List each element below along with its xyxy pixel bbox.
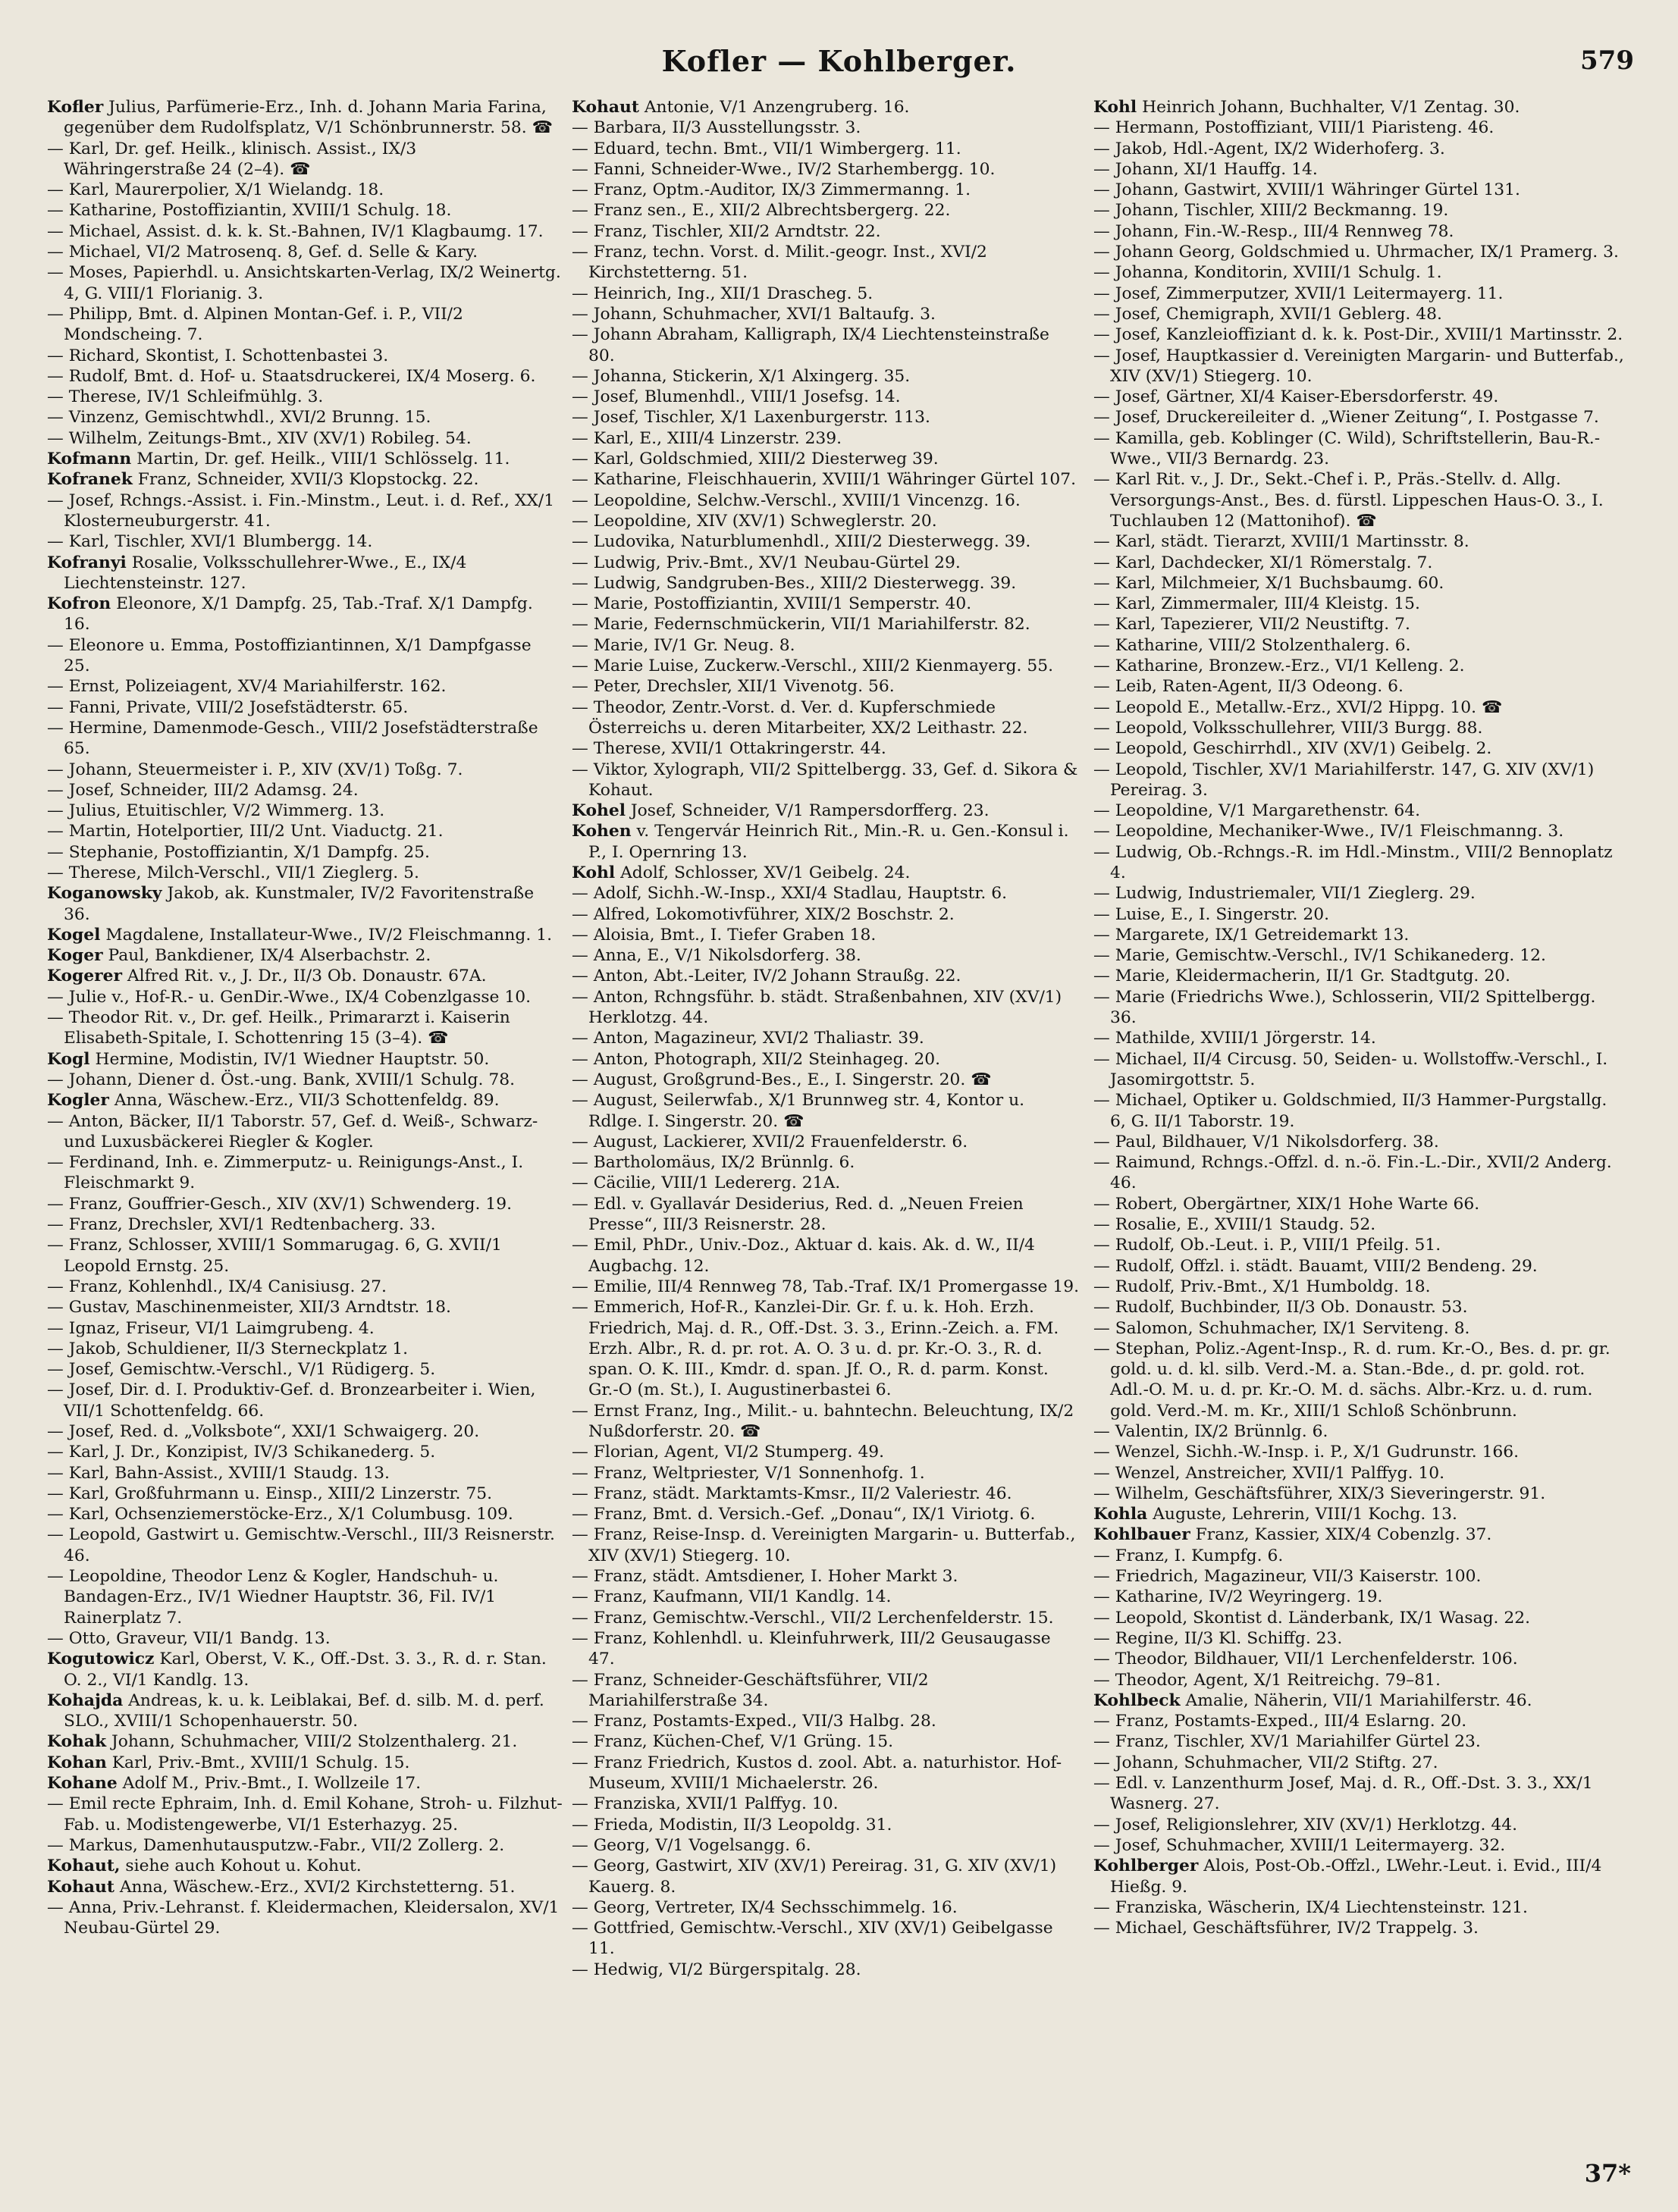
directory-entry: Koger Paul, Bankdiener, IX/4 Alserbachstr. 2. (47, 946, 431, 966)
directory-entry: — Julie v., Hof-R.- u. GenDir.-Wwe., IX/4 Cobenzlgasse 10. (47, 987, 531, 1007)
directory-entry: — Rosalie, E., XVIII/1 Staudg. 52. (1093, 1215, 1376, 1235)
directory-entry: — Michael, Assist. d. k. k. St.-Bahnen, IV/1 Klagbaumg. 17. (47, 221, 544, 241)
directory-entry: — Karl, Maurerpolier, X/1 Wielandg. 18. (47, 180, 384, 200)
directory-entry: Kohl Adolf, Schlosser, XV/1 Geibelg. 24. (572, 863, 911, 882)
directory-entry: — Katharine, Fleischhauerin, XVIII/1 Währinger Gürtel 107. (572, 470, 1076, 490)
directory-entry: Kohajda Andreas, k. u. k. Leiblakai, Bef. d. silb. M. d. perf. SLO., XVIII/1 Schopenhauerstr. 50. (47, 1690, 544, 1731)
directory-entry: — Katharine, Bronzew.-Erz., VI/1 Kelleng. 2. (1093, 656, 1465, 676)
directory-entry: — Leopoldine, Selchw.-Verschl., XVIII/1 Vincenzg. 16. (572, 490, 1021, 510)
directory-entry: — Anton, Bäcker, II/1 Taborstr. 57, Gef. d. Weiß-, Schwarz- und Luxusbäckerei Riegler & Kogler. (47, 1111, 538, 1151)
directory-entry: — Karl, Ochsenziemerstöcke-Erz., X/1 Columbusg. 109. (47, 1505, 513, 1524)
directory-entry: — Franz sen., E., XII/2 Albrechtsbergerg. 22. (572, 201, 951, 221)
directory-entry: — Cäcilie, VIII/1 Ledererg. 21A. (572, 1173, 841, 1193)
directory-entry: — Josef, Schuhmacher, XVIII/1 Leitermayerg. 32. (1093, 1835, 1506, 1855)
directory-entry: — Marie (Friedrichs Wwe.), Schlosserin, VII/2 Spittelbergg. 36. (1093, 987, 1596, 1028)
directory-entry: — Rudolf, Priv.-Bmt., X/1 Humboldg. 18. (1093, 1277, 1431, 1296)
directory-entry: — Ludwig, Industriemaler, VII/1 Zieglerg. 29. (1093, 884, 1476, 904)
directory-entry: — Robert, Obergärtner, XIX/1 Hohe Warte 66. (1093, 1194, 1480, 1214)
directory-entry: — Karl, städt. Tierarzt, XVIII/1 Martinsstr. 8. (1093, 532, 1469, 552)
directory-entry: — Moses, Papierhdl. u. Ansichtskarten-Verlag, IX/2 Weinertg. 4, G. VIII/1 Florianig. 3. (47, 263, 561, 303)
directory-entry: — Gottfried, Gemischtw.-Verschl., XIV (XV/1) Geibelgasse 11. (572, 1919, 1053, 1959)
directory-entry: Kofron Eleonore, X/1 Dampfg. 25, Tab.-Traf. X/1 Dampfg. 16. (47, 594, 533, 634)
directory-entry: — Michael, II/4 Circusg. 50, Seiden- u. Wollstoffw.-Verschl., I. Jasomirgottstr. 5. (1093, 1049, 1608, 1089)
directory-entry: — Karl, Tapezierer, VII/2 Neustiftg. 7. (1093, 615, 1410, 634)
directory-entry: Kofranyi Rosalie, Volksschullehrer-Wwe., E., IX/4 Liechtensteinstr. 127. (47, 553, 467, 593)
directory-entry: — Marie, Gemischtw.-Verschl., IV/1 Schikanederg. 12. (1093, 946, 1546, 966)
directory-entry: Kofmann Martin, Dr. gef. Heilk., VIII/1 Schlösselg. 11. (47, 450, 510, 469)
directory-entry: — Johann Georg, Goldschmied u. Uhrmacher, IX/1 Pramerg. 3. (1093, 243, 1619, 262)
directory-entry: Kohan Karl, Priv.-Bmt., XVIII/1 Schulg. 15. (47, 1753, 410, 1772)
directory-entry: — Jakob, Hdl.-Agent, IX/2 Widerhoferg. 3. (1093, 139, 1445, 158)
directory-entry: — Michael, VI/2 Matrosenq. 8, Gef. d. Selle & Kary. (47, 243, 478, 262)
directory-entry: — Josef, Religionslehrer, XIV (XV/1) Herklotzg. 44. (1093, 1815, 1518, 1834)
directory-entry: — Raimund, Rchngs.-Offzl. d. n.-ö. Fin.-L.-Dir., XVII/2 Anderg. 46. (1093, 1153, 1612, 1193)
directory-entry: — Leopoldine, Mechaniker-Wwe., IV/1 Fleischmanng. 3. (1093, 822, 1564, 841)
directory-entry: — Josef, Zimmerputzer, XVII/1 Leitermayerg. 11. (1093, 284, 1504, 303)
directory-entry: — Katharine, VIII/2 Stolzenthalerg. 6. (1093, 635, 1411, 655)
directory-entry: — Therese, XVII/1 Ottakringerstr. 44. (572, 739, 886, 759)
directory-entry: — Johanna, Stickerin, X/1 Alxingerg. 35. (572, 366, 911, 386)
directory-entry: — Emil, PhDr., Univ.-Doz., Aktuar d. kais. Ak. d. W., II/4 Augbachg. 12. (572, 1236, 1035, 1276)
directory-entry: — Franz, Tischler, XV/1 Mariahilfer Gürtel 23. (1093, 1732, 1481, 1752)
directory-entry: — Franz, Optm.-Auditor, IX/3 Zimmermanng. 1. (572, 180, 971, 200)
directory-entry: Kohlbeck Amalie, Näherin, VII/1 Mariahilferstr. 46. (1093, 1690, 1532, 1710)
directory-entry: — Ernst, Polizeiagent, XV/4 Mariahilferstr. 162. (47, 677, 447, 697)
directory-entry: — Franziska, XVII/1 Palffyg. 10. (572, 1794, 839, 1814)
directory-entry: — Hedwig, VI/2 Bürgerspitalg. 28. (572, 1960, 861, 1979)
directory-entry: — Eduard, techn. Bmt., VII/1 Wimbergerg. 11. (572, 139, 961, 158)
directory-entry: — Regine, II/3 Kl. Schiffg. 23. (1093, 1628, 1343, 1648)
directory-entry: — Margarete, IX/1 Getreidemarkt 13. (1093, 925, 1410, 945)
directory-entry: Kohel Josef, Schneider, V/1 Rampersdorfferg. 23. (572, 801, 990, 821)
directory-entry: — Franz, Küchen-Chef, V/1 Grüng. 15. (572, 1732, 894, 1752)
directory-entry: — Ferdinand, Inh. e. Zimmerputz- u. Reinigungs-Anst., I. Fleischmarkt 9. (47, 1153, 524, 1193)
directory-entry: — Franz, städt. Amtsdiener, I. Hoher Markt 3. (572, 1567, 958, 1587)
directory-entry: — Eleonore u. Emma, Postoffiziantinnen, X/1 Dampfgasse 25. (47, 635, 532, 676)
directory-entry: — Ernst Franz, Ing., Milit.- u. bahntechn. Beleuchtung, IX/2 Nußdorferstr. 20. ☎ (572, 1401, 1074, 1441)
directory-entry: — Ignaz, Friseur, VI/1 Laimgrubeng. 4. (47, 1318, 375, 1338)
directory-entry: — Theodor, Agent, X/1 Reitreichg. 79–81. (1093, 1670, 1441, 1690)
directory-entry: — Franz, Bmt. d. Versich.-Gef. „Donau“, IX/1 Viriotg. 6. (572, 1505, 1036, 1524)
directory-entry: Kofler Julius, Parfümerie-Erz., Inh. d. Johann Maria Farina, gegenüber dem Rudolfsplatz, V/1 Schönbrunnerstr. 58. ☎ (47, 98, 553, 138)
directory-entry: — Josef, Gärtner, XI/4 Kaiser-Ebersdorferstr. 49. (1093, 387, 1499, 407)
directory-entry: — Georg, Gastwirt, XIV (XV/1) Pereirag. 31, G. XIV (XV/1) Kauerg. 8. (572, 1856, 1057, 1897)
directory-entry: — Markus, Damenhutausputzw.-Fabr., VII/2 Zollerg. 2. (47, 1835, 505, 1855)
directory-entry: — Karl, J. Dr., Konzipist, IV/3 Schikanederg. 5. (47, 1443, 436, 1462)
directory-entry: — Anna, E., V/1 Nikolsdorferg. 38. (572, 946, 861, 966)
directory-entry: Kofranek Franz, Schneider, XVII/3 Klopstockg. 22. (47, 470, 479, 490)
running-title: Kofler — Kohlberger. (661, 44, 1017, 78)
column-3 (1093, 97, 1624, 2167)
directory-entry: — Josef, Rchngs.-Assist. i. Fin.-Minstm., Leut. i. d. Ref., XX/1 Klosterneuburgerstr. 41. (47, 490, 555, 531)
directory-entry: — Georg, V/1 Vogelsangg. 6. (572, 1835, 811, 1855)
directory-entry: — Rudolf, Offzl. i. städt. Bauamt, VIII/2 Bendeng. 29. (1093, 1256, 1538, 1276)
directory-entry: — Marie, Kleidermacherin, II/1 Gr. Stadtgutg. 20. (1093, 967, 1510, 986)
directory-entry: Kohlbauer Franz, Kassier, XIX/4 Cobenzlg. 37. (1093, 1525, 1492, 1545)
directory-entry: — Peter, Drechsler, XII/1 Vivenotg. 56. (572, 677, 895, 697)
directory-entry: Kohla Auguste, Lehrerin, VIII/1 Kochg. 13. (1093, 1505, 1457, 1524)
directory-entry: — Anton, Rchngsführ. b. städt. Straßenbahnen, XIV (XV/1) Herklotzg. 44. (572, 987, 1062, 1028)
directory-entry: — Wilhelm, Geschäftsführer, XIX/3 Sieveringerstr. 91. (1093, 1484, 1546, 1503)
directory-entry: — Heinrich, Ing., XII/1 Drascheg. 5. (572, 284, 874, 303)
directory-entry: — Ludwig, Ob.-Rchngs.-R. im Hdl.-Minstm., VIII/2 Bennoplatz 4. (1093, 842, 1613, 882)
directory-entry: — Franz, Gouffrier-Gesch., XIV (XV/1) Schwenderg. 19. (47, 1194, 513, 1214)
directory-entry: — Leopold, Skontist d. Länderbank, IX/1 Wasag. 22. (1093, 1608, 1531, 1628)
directory-entry: — Mathilde, XVIII/1 Jörgerstr. 14. (1093, 1029, 1376, 1048)
directory-entry: — Josef, Dir. d. I. Produktiv-Gef. d. Bronzearbeiter i. Wien, VII/1 Schottenfeldg. 66. (47, 1380, 536, 1421)
directory-entry: Kohen v. Tengervár Heinrich Rit., Min.-R. u. Gen.-Konsul i. P., I. Opernring 13. (572, 822, 1069, 862)
directory-entry: — Emmerich, Hof-R., Kanzlei-Dir. Gr. f. u. k. Hoh. Erzh. Friedrich, Maj. d. R., Off.-Dst. 3. 3., Erinn.-Zeich. a. FM. Erzh. Albr., R. d. pr. rot. A. O. 3 u. d. pr. Kr.-O. 3., R. d. span. O. K. III., Kmdr. d. span. Jf. O., R. d. parm. Konst. Gr.-O (m. St.), I. Augustinerbastei 6. (572, 1298, 1059, 1400)
directory-entry: — Anton, Photograph, XII/2 Steinhageg. 20. (572, 1049, 941, 1069)
directory-entry: Kogl Hermine, Modistin, IV/1 Wiedner Hauptstr. 50. (47, 1049, 490, 1069)
directory-entry: Kohane Adolf M., Priv.-Bmt., I. Wollzeile 17. (47, 1774, 422, 1794)
directory-entry: — Rudolf, Bmt. d. Hof- u. Staatsdruckerei, IX/4 Moserg. 6. (47, 366, 536, 386)
directory-entry: — Aloisia, Bmt., I. Tiefer Graben 18. (572, 925, 877, 945)
directory-entry: — Josef, Gemischtw.-Verschl., V/1 Rüdigerg. 5. (47, 1360, 436, 1380)
directory-entry: — Luise, E., I. Singerstr. 20. (1093, 904, 1330, 924)
directory-entry: — Anton, Abt.-Leiter, IV/2 Johann Straußg. 22. (572, 967, 961, 986)
directory-entry: — Johanna, Konditorin, XVIII/1 Schulg. 1. (1093, 263, 1442, 283)
page-header (0, 44, 1678, 86)
directory-entry: Kohaut Antonie, V/1 Anzengruberg. 16. (572, 98, 910, 117)
directory-entry: — Franziska, Wäscherin, IX/4 Liechtensteinstr. 121. (1093, 1897, 1528, 1917)
directory-entry: — Franz, Reise-Insp. d. Vereinigten Margarin- u. Butterfab., XIV (XV/1) Stiegerg. 10. (572, 1525, 1076, 1565)
directory-entry: — Katharine, IV/2 Weyringerg. 19. (1093, 1587, 1383, 1607)
directory-entry: — Theodor Rit. v., Dr. gef. Heilk., Primararzt i. Kaiserin Elisabeth-Spitale, I. Schottenring 15 (3–4). ☎ (47, 1008, 510, 1048)
directory-entry: — Edl. v. Gyallavár Desiderius, Red. d. „Neuen Freien Presse“, III/3 Reisnerstr. 28. (572, 1194, 1024, 1235)
directory-entry: — Bartholomäus, IX/2 Brünnlg. 6. (572, 1153, 855, 1173)
directory-entry: — Josef, Red. d. „Volksbote“, XXI/1 Schwaigerg. 20. (47, 1422, 480, 1441)
directory-entry: — Stephanie, Postoffiziantin, X/1 Dampfg. 25. (47, 842, 430, 862)
directory-entry: — Johann, Steuermeister i. P., XIV (XV/1) Toßg. 7. (47, 760, 463, 779)
directory-entry: Kohaut Anna, Wäschew.-Erz., XVI/2 Kirchstetterng. 51. (47, 1877, 516, 1897)
directory-entry: — Leib, Raten-Agent, II/3 Odeong. 6. (1093, 677, 1404, 697)
directory-entry: — Karl, Dr. gef. Heilk., klinisch. Assist., IX/3 Währingerstraße 24 (2–4). ☎ (47, 139, 417, 179)
directory-entry: — Franz, Drechsler, XVI/1 Redtenbacherg. 33. (47, 1215, 436, 1235)
directory-entry: — Franz, Kohlenhdl., IX/4 Canisiusg. 27. (47, 1277, 387, 1296)
directory-entry: — Johann, Diener d. Öst.-ung. Bank, XVIII/1 Schulg. 78. (47, 1070, 515, 1089)
directory-entry: — Marie, Postoffiziantin, XVIII/1 Semperstr. 40. (572, 594, 972, 614)
directory-entry: — Franz, I. Kumpfg. 6. (1093, 1546, 1284, 1565)
directory-entry: — Josef, Kanzleioffiziant d. k. k. Post-Dir., XVIII/1 Martinsstr. 2. (1093, 325, 1623, 345)
directory-entry: — Karl Rit. v., J. Dr., Sekt.-Chef i. P., Präs.-Stellv. d. Allg. Versorgungs-Anst., Bes. d. fürstl. Lippeschen Haus-O. 3., I. Tuchlauben 12 (Mattonihof). ☎ (1093, 470, 1604, 531)
directory-entry: — Franz, Weltpriester, V/1 Sonnenhofg. 1. (572, 1463, 925, 1483)
directory-entry: — Vinzenz, Gemischtwhdl., XVI/2 Brunng. 15. (47, 408, 431, 428)
directory-entry: — Otto, Graveur, VII/1 Bandg. 13. (47, 1628, 331, 1648)
directory-entry: — Marie, Federnschmückerin, VII/1 Mariahilferstr. 82. (572, 615, 1030, 634)
directory-entry: — Wenzel, Sichh.-W.-Insp. i. P., X/1 Gudrunstr. 166. (1093, 1443, 1520, 1462)
directory-entry: — Franz, Kaufmann, VII/1 Kandlg. 14. (572, 1587, 892, 1607)
directory-entry: — Philipp, Bmt. d. Alpinen Montan-Gef. i. P., VII/2 Mondscheing. 7. (47, 304, 463, 345)
directory-entry: — Martin, Hotelportier, III/2 Unt. Viaductg. 21. (47, 822, 444, 841)
directory-entry: — Josef, Druckereileiter d. „Wiener Zeitung“, I. Postgasse 7. (1093, 408, 1599, 428)
directory-entry: — Fanni, Schneider-Wwe., IV/2 Starhembergg. 10. (572, 159, 996, 179)
directory-entry: — Viktor, Xylograph, VII/2 Spittelbergg. 33, Gef. d. Sikora & Kohaut. (572, 760, 1078, 800)
directory-entry: — Leopold, Volksschullehrer, VIII/3 Burgg. 88. (1093, 718, 1483, 738)
directory-entry: — Adolf, Sichh.-W.-Insp., XXI/4 Stadlau, Hauptstr. 6. (572, 884, 1008, 904)
directory-entry: — Johann, Tischler, XIII/2 Beckmanng. 19. (1093, 201, 1449, 221)
directory-entry: — Marie Luise, Zuckerw.-Verschl., XIII/2 Kienmayerg. 55. (572, 656, 1054, 676)
directory-entry: — Leopoldine, XIV (XV/1) Schweglerstr. 20. (572, 511, 937, 531)
directory-entry: — Franz, Gemischtw.-Verschl., VII/2 Lerchenfelderstr. 15. (572, 1608, 1054, 1628)
directory-entry: — Edl. v. Lanzenthurm Josef, Maj. d. R., Off.-Dst. 3. 3., XX/1 Wasnerg. 27. (1093, 1774, 1593, 1814)
directory-entry: — Rudolf, Buchbinder, II/3 Ob. Donaustr. 53. (1093, 1298, 1468, 1317)
directory-entry: — Josef, Tischler, X/1 Laxenburgerstr. 113. (572, 408, 930, 428)
directory-entry: — Ludovika, Naturblumenhdl., XIII/2 Diesterwegg. 39. (572, 532, 1031, 552)
directory-entry: — Leopold, Gastwirt u. Gemischtw.-Verschl., III/3 Reisnerstr. 46. (47, 1525, 555, 1565)
directory-entry: — August, Seilerwfab., X/1 Brunnweg str. 4, Kontor u. Rdlge. I. Singerstr. 20. ☎ (572, 1091, 1025, 1131)
directory-entry: — Karl, Milchmeier, X/1 Buchsbaumg. 60. (1093, 573, 1444, 593)
directory-entry: — Wilhelm, Zeitungs-Bmt., XIV (XV/1) Robileg. 54. (47, 428, 472, 448)
directory-entry: — Emil recte Ephraim, Inh. d. Emil Kohane, Stroh- u. Filzhut-Fab. u. Modistengewerbe, VI/1 Esterhazyg. 25. (47, 1794, 563, 1834)
directory-entry: — Johann, Gastwirt, XVIII/1 Währinger Gürtel 131. (1093, 180, 1520, 200)
directory-entry: — Franz, techn. Vorst. d. Milit.-geogr. Inst., XVI/2 Kirchstetterng. 51. (572, 243, 987, 283)
directory-entry: — Franz, Postamts-Exped., VII/3 Halbg. 28. (572, 1712, 936, 1731)
directory-entry: — Johann Abraham, Kalligraph, IX/4 Liechtensteinstraße 80. (572, 325, 1049, 365)
directory-entry: — August, Lackierer, XVII/2 Frauenfelderstr. 6. (572, 1132, 968, 1151)
directory-entry: — Therese, IV/1 Schleifmühlg. 3. (47, 387, 324, 407)
directory-entry: Kogler Anna, Wäschew.-Erz., VII/3 Schottenfeldg. 89. (47, 1091, 500, 1111)
directory-entry: — Josef, Blumenhdl., VIII/1 Josefsg. 14. (572, 387, 901, 407)
directory-entry: — Karl, Goldschmied, XIII/2 Diesterweg 39. (572, 450, 939, 469)
directory-entry: — Franz, Schneider-Geschäftsführer, VII/2 Mariahilferstraße 34. (572, 1670, 929, 1710)
directory-entry: — Florian, Agent, VI/2 Stumperg. 49. (572, 1443, 885, 1462)
directory-entry: — Karl, Tischler, XVI/1 Blumbergg. 14. (47, 532, 373, 552)
directory-entry: — Stephan, Poliz.-Agent-Insp., R. d. rum. Kr.-O., Bes. d. pr. gr. gold. u. d. kl. silb. Verd.-M. a. Stan.-Bde., d. pr. gold. rot. Adl.-O. M. u. d. pr. Kr.-O. M. d. sächs. Albr.-Krz. u. d. rum. gold. Verd.-M. m. Kr., XIII/1 Schloß Schönbrunn. (1093, 1339, 1611, 1421)
directory-entry: — Leopold, Tischler, XV/1 Mariahilferstr. 147, G. XIV (XV/1) Pereirag. 3. (1093, 760, 1595, 800)
directory-entry: — Franz Friedrich, Kustos d. zool. Abt. a. naturhistor. Hof-Museum, XVIII/1 Michaelerstr. 26. (572, 1753, 1062, 1794)
signature-mark: 37* (1584, 2159, 1631, 2188)
directory-entry: — Emilie, III/4 Rennweg 78, Tab.-Traf. IX/1 Promergasse 19. (572, 1277, 1080, 1296)
directory-entry: — Leopoldine, Theodor Lenz & Kogler, Handschuh- u. Bandagen-Erz., IV/1 Wiedner Hauptstr. 36, Fil. IV/1 Rainerplatz 7. (47, 1567, 499, 1628)
directory-entry: — Paul, Bildhauer, V/1 Nikolsdorferg. 38. (1093, 1132, 1439, 1151)
directory-entry: — Frieda, Modistin, II/3 Leopoldg. 31. (572, 1815, 892, 1834)
directory-entry: — Fanni, Private, VIII/2 Josefstädterstr. 65. (47, 697, 409, 717)
directory-entry: — Ludwig, Sandgruben-Bes., XIII/2 Diesterwegg. 39. (572, 573, 1017, 593)
directory-entry: Kohak Johann, Schuhmacher, VIII/2 Stolzenthalerg. 21. (47, 1732, 518, 1752)
directory-entry: Kohaut, siehe auch Kohout u. Kohut. (47, 1856, 362, 1876)
directory-entry: — Gustav, Maschinenmeister, XII/3 Arndtstr. 18. (47, 1298, 451, 1317)
directory-entry: Kohl Heinrich Johann, Buchhalter, V/1 Zentag. 30. (1093, 98, 1520, 117)
directory-entry: — Ludwig, Priv.-Bmt., XV/1 Neubau-Gürtel 29. (572, 553, 961, 572)
directory-entry: — Katharine, Postoffiziantin, XVIII/1 Schulg. 18. (47, 201, 452, 221)
directory-entry: Kogerer Alfred Rit. v., J. Dr., II/3 Ob. Donaustr. 67A. (47, 967, 487, 986)
directory-entry: — Karl, Zimmermaler, III/4 Kleistg. 15. (1093, 594, 1420, 614)
directory-entry: Kohlberger Alois, Post-Ob.-Offzl., LWehr.-Leut. i. Evid., III/4 Hießg. 9. (1093, 1856, 1602, 1897)
directory-entry: — Leopold E., Metallw.-Erz., XVI/2 Hippg. 10. ☎ (1093, 697, 1503, 717)
directory-entry: — Michael, Optiker u. Goldschmied, II/3 Hammer-Purgstallg. 6, G. II/1 Taborstr. 19. (1093, 1091, 1607, 1131)
directory-entry: — Marie, IV/1 Gr. Neug. 8. (572, 635, 795, 655)
directory-entry: — Rudolf, Ob.-Leut. i. P., VIII/1 Pfeilg. 51. (1093, 1236, 1441, 1255)
directory-entry: — Josef, Chemigraph, XVII/1 Geblerg. 48. (1093, 304, 1442, 324)
directory-entry: — Georg, Vertreter, IX/4 Sechsschimmelg. 16. (572, 1897, 958, 1917)
directory-entry: — Valentin, IX/2 Brünnlg. 6. (1093, 1422, 1328, 1441)
directory-entry: — Friedrich, Magazineur, VII/3 Kaiserstr. 100. (1093, 1567, 1482, 1587)
directory-entry: — Barbara, II/3 Ausstellungsstr. 3. (572, 118, 861, 138)
directory-entry: — Michael, Geschäftsführer, IV/2 Trappelg. 3. (1093, 1919, 1479, 1938)
directory-entry: — Leopold, Geschirrhdl., XIV (XV/1) Geibelg. 2. (1093, 739, 1492, 759)
directory-entry: — August, Großgrund-Bes., E., I. Singerstr. 20. ☎ (572, 1070, 992, 1089)
directory-entry: — Theodor, Zentr.-Vorst. d. Ver. d. Kupferschmiede Österreichs u. deren Mitarbeiter, XX/2 Leithastr. 22. (572, 697, 1028, 738)
directory-entry: — Franz, städt. Marktamts-Kmsr., II/2 Valeriestr. 46. (572, 1484, 1012, 1503)
directory-entry: — Theodor, Bildhauer, VII/1 Lerchenfelderstr. 106. (1093, 1650, 1518, 1669)
directory-entry: — Karl, Großfuhrmann u. Einsp., XIII/2 Linzerstr. 75. (47, 1484, 493, 1503)
directory-entry: Kogel Magdalene, Installateur-Wwe., IV/2 Fleischmanng. 1. (47, 925, 553, 945)
directory-entry: — Josef, Schneider, III/2 Adamsg. 24. (47, 780, 359, 800)
directory-entry: Koganowsky Jakob, ak. Kunstmaler, IV/2 Favoritenstraße 36. (47, 884, 535, 924)
directory-entry: — Johann, Schuhmacher, XVI/1 Baltaufg. 3. (572, 304, 936, 324)
directory-entry: — Wenzel, Anstreicher, XVII/1 Palffyg. 10. (1093, 1463, 1445, 1483)
directory-entry: — Richard, Skontist, I. Schottenbastei 3. (47, 346, 389, 365)
directory-entry: — Johann, Fin.-W.-Resp., III/4 Rennweg 78. (1093, 221, 1454, 241)
directory-entry: — Franz, Tischler, XII/2 Arndtstr. 22. (572, 221, 881, 241)
directory-entry: — Franz, Kohlenhdl. u. Kleinfuhrwerk, III/2 Geusaugasse 47. (572, 1628, 1051, 1669)
directory-entry: — Karl, Bahn-Assist., XVIII/1 Staudg. 13. (47, 1463, 390, 1483)
directory-entry: — Josef, Hauptkassier d. Vereinigten Margarin- und Butterfab., XIV (XV/1) Stiegerg. 10. (1093, 346, 1624, 386)
directory-entry: — Anton, Magazineur, XVI/2 Thaliastr. 39. (572, 1029, 924, 1048)
column-1 (47, 97, 563, 2167)
directory-entry: Kogutowicz Karl, Oberst, V. K., Off.-Dst. 3. 3., R. d. r. Stan. O. 2., VI/1 Kandlg. 13. (47, 1650, 547, 1690)
directory-entry: — Anna, Priv.-Lehranst. f. Kleidermachen, Kleidersalon, XV/1 Neubau-Gürtel 29. (47, 1897, 560, 1938)
directory-entry: — Therese, Milch-Verschl., VII/1 Zieglerg. 5. (47, 863, 419, 882)
directory-entry: — Johann, XI/1 Hauffg. 14. (1093, 159, 1318, 179)
directory-entry: — Karl, E., XIII/4 Linzerstr. 239. (572, 428, 842, 448)
page-number: 579 (1580, 45, 1634, 76)
directory-entry: — Jakob, Schuldiener, II/3 Sterneckplatz 1. (47, 1339, 409, 1358)
directory-entry: — Kamilla, geb. Koblinger (C. Wild), Schriftstellerin, Bau-R.-Wwe., VII/3 Bernardg. 23. (1093, 428, 1601, 469)
directory-entry: — Hermine, Damenmode-Gesch., VIII/2 Josefstädterstraße 65. (47, 718, 538, 759)
directory-entry: — Franz, Postamts-Exped., III/4 Eslarng. 20. (1093, 1712, 1467, 1731)
column-2 (572, 97, 1080, 2167)
directory-entry: — Hermann, Postoffiziant, VIII/1 Piaristeng. 46. (1093, 118, 1495, 138)
directory-entry: — Julius, Etuitischler, V/2 Wimmerg. 13. (47, 801, 385, 821)
directory-entry: — Alfred, Lokomotivführer, XIX/2 Boschstr. 2. (572, 904, 955, 924)
directory-entry: — Franz, Schlosser, XVIII/1 Sommarugag. 6, G. XVII/1 Leopold Ernstg. 25. (47, 1236, 502, 1276)
directory-entry: — Leopoldine, V/1 Margarethenstr. 64. (1093, 801, 1421, 821)
directory-entry: — Johann, Schuhmacher, VII/2 Stiftg. 27. (1093, 1753, 1438, 1772)
directory-entry: — Salomon, Schuhmacher, IX/1 Serviteng. 8. (1093, 1318, 1470, 1338)
directory-entry: — Karl, Dachdecker, XI/1 Römerstalg. 7. (1093, 553, 1433, 572)
